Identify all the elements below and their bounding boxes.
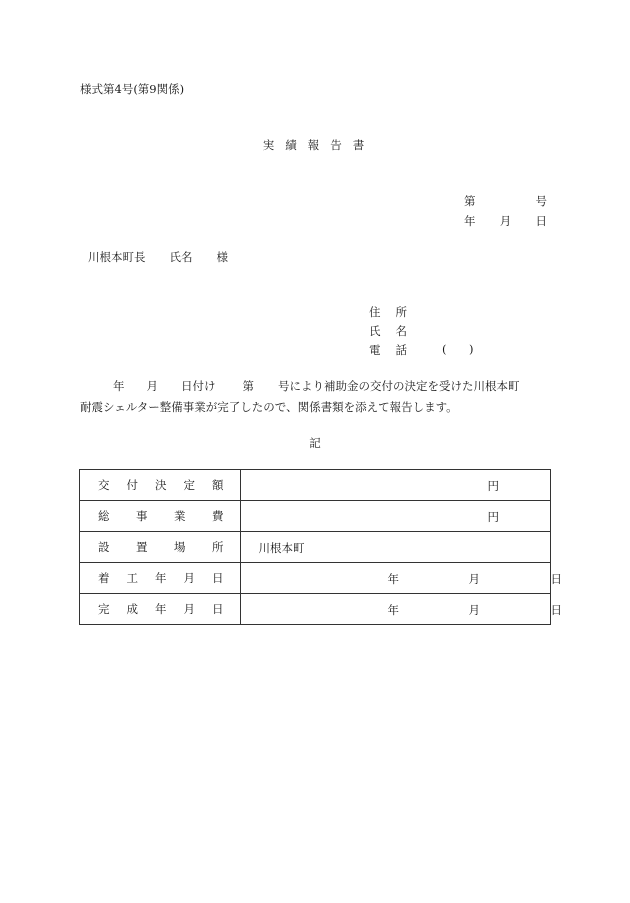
document-title: 実績報告書 <box>262 138 376 152</box>
addressee-name-label: 氏名 <box>169 250 193 264</box>
start-date-field[interactable]: 年 月 日 <box>240 563 551 594</box>
body-year: 年 <box>113 379 125 393</box>
body-text-line-1 <box>80 378 520 394</box>
row-label-grant-amount: 交 付 決 定 額 <box>80 470 241 501</box>
phone-paren-close: ) <box>469 342 474 356</box>
sender-phone-row <box>369 342 474 358</box>
document-date <box>464 213 547 229</box>
body-rest: 号により補助金の交付の決定を受けた川根本町 <box>278 379 520 393</box>
completion-date-field[interactable]: 年 月 日 <box>240 594 551 625</box>
location-value: 川根本町 <box>258 541 305 555</box>
addressee-office: 川根本町長 <box>88 250 146 264</box>
addressee-honorific: 様 <box>216 250 228 264</box>
table-row <box>80 563 551 594</box>
sender-name-label: 氏 名 <box>369 324 407 338</box>
total-cost-field[interactable] <box>240 501 551 532</box>
phone-paren-open: ( <box>442 342 447 356</box>
row-label-location: 設 置 場 所 <box>80 532 241 563</box>
body-text-line-2: 耐震シェルター整備事業が完了したので、関係書類を添えて報告します。 <box>80 400 458 414</box>
addressee <box>88 249 252 265</box>
row-label-start-date: 着 工 年 月 日 <box>80 563 241 594</box>
doc-date-year: 年 <box>464 214 476 228</box>
grant-amount-field[interactable] <box>240 470 551 501</box>
body-month: 月 <box>146 379 158 393</box>
body-no-prefix: 第 <box>242 379 254 393</box>
yen-unit: 円 <box>487 510 499 524</box>
body-day: 日付け <box>181 379 216 393</box>
form-number: 様式第4号(第9関係) <box>80 82 185 96</box>
doc-date-month: 月 <box>499 214 512 228</box>
yen-unit: 円 <box>487 479 499 493</box>
table-row <box>80 594 551 625</box>
sender-phone-label: 電 話 <box>369 343 407 357</box>
document-number <box>464 193 547 209</box>
row-label-completion-date: 完 成 年 月 日 <box>80 594 241 625</box>
table-row <box>80 501 551 532</box>
details-table <box>79 469 562 625</box>
sender-address-row <box>369 304 407 320</box>
doc-date-day: 日 <box>535 214 547 228</box>
ki-heading: 記 <box>309 436 321 450</box>
table-row <box>80 532 551 563</box>
sender-address-label: 住 所 <box>369 305 407 319</box>
sender-name-row <box>369 323 407 339</box>
row-label-total-cost: 総 事 業 費 <box>80 501 241 532</box>
doc-number-prefix: 第 <box>464 194 476 208</box>
doc-number-suffix: 号 <box>535 194 547 208</box>
location-field[interactable] <box>240 532 551 563</box>
table-row <box>80 470 551 501</box>
